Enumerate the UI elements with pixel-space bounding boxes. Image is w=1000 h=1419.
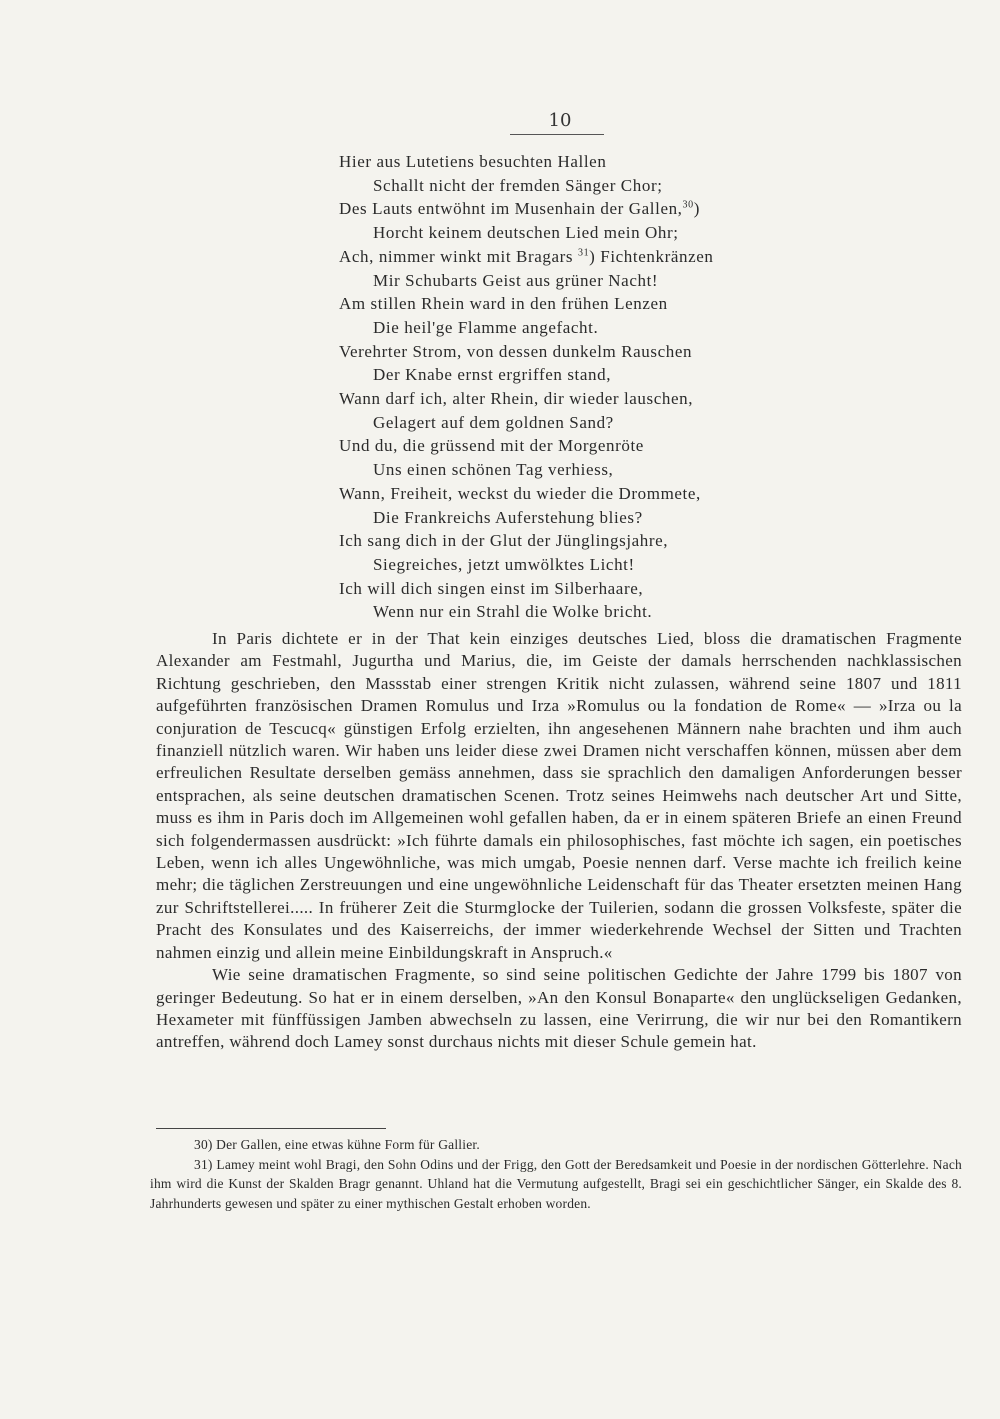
poem-line: Hier aus Lutetiens besuchten Hallen xyxy=(339,152,607,171)
poem-line-text: Des Lauts entwöhnt im Musenhain der Gallen, xyxy=(339,199,683,219)
footnote-ref-31: 31 xyxy=(577,247,590,259)
poem-line: Die heil'ge Flamme angefacht. xyxy=(373,317,599,337)
poem-line: Verehrter Strom, von dessen dunkelm Rauschen xyxy=(339,341,693,361)
poem-line-text: Ach, nimmer winkt mit Bragars xyxy=(339,246,574,266)
footnote-30: 30) Der Gallen, eine etwas kühne Form für Gallier. xyxy=(194,1137,480,1152)
footnotes xyxy=(150,1135,962,1213)
footnote-separator xyxy=(156,1128,386,1129)
footnote-ref-30: 30 xyxy=(682,199,694,211)
poem-line: Siegreiches, jetzt umwölktes Licht! xyxy=(373,554,635,574)
poem-line: Der Knabe ernst ergriffen stand, xyxy=(373,365,612,385)
page-number-rule xyxy=(510,134,604,135)
poem-line: Mir Schubarts Geist aus grüner Nacht! xyxy=(373,270,659,290)
poem-line: Gelagert auf dem goldnen Sand? xyxy=(373,412,614,432)
page-number: 10 xyxy=(548,110,572,131)
paragraph: Wie seine dramatischen Fragmente, so sind seine politischen Gedichte der Jahre 1799 bis 1807 von geringer Bedeutung. So hat er in einem derselben, »An den Konsul Bonaparte« den unglückseligen Gedanken, Hexameter mit fünffüssigen Jamben abwechseln zu lassen, eine Verirrung, die wir nur bei den Romantikern antreffen, während doch Lamey sonst durchaus nichts mit dieser Schule gemein hat. xyxy=(156,965,962,1052)
poem-line xyxy=(339,197,899,221)
poem-line xyxy=(339,245,899,269)
poem-line-text: ) xyxy=(693,199,701,219)
paragraph: In Paris dichtete er in der That kein einziges deutsches Lied, bloss die dramatischen Fragmente Alexander am Festmahl, Jugurtha und Marius, die, im Geiste der damals herrschenden nachklassischen Richtung geschrieben, den Massstab einer strengen Kritik nicht zulassen, während seine 1807 und 1811 aufgeführten französischen Dramen Romulus und Irza »Romulus ou la fondation de Rome« — »Irza ou la conjuration de Tescucq« günstigen Erfolg erzielten, ihn angesehenen Männern nahe brachten und ihm auch finanziell nützlich waren. Wir haben uns leider diese zwei Dramen nicht verschaffen können, müssen aber dem erfreulichen Resultate derselben gemäss annehmen, dass sie sprachlich den damaligen Anforderungen besser entsprachen, als seine deutschen dramatischen Scenen. Trotz seines Heimwehs nach deutscher Art und Sitte, muss es ihm in Paris doch im Allgemeinen wohl gefallen haben, da er in einem späteren Briefe an einen Freund sich folgendermassen ausdrückt: »Ich führte damals ein philosophisches, fast möchte ich sagen, ein poetisches Leben, wenn ich alles Ungewöhnliche, was mich umgab, Poesie nennen darf. Verse machte ich freilich keine mehr; die täglichen Zerstreuungen und eine ungewöhnliche Leidenschaft für das Theater ersetzten meinen Hang zur Schriftstellerei..... In früherer Zeit die Sturmglocke der Tuilerien, sodann die grossen Volksfeste, später die Pracht des Konsulates und des Kaiserreichs, der immer wiederkehrende Wechsel der Sitten und Trachten nahmen einzig und allein meine Einbildungskraft in Anspruch.« xyxy=(156,629,962,962)
poem-line: Ich sang dich in der Glut der Jünglingsjahre, xyxy=(339,531,669,551)
poem-line: Wenn nur ein Strahl die Wolke bricht. xyxy=(373,602,653,622)
poem-line: Schallt nicht der fremden Sänger Chor; xyxy=(373,175,663,195)
poem xyxy=(339,150,899,624)
poem-line: Ich will dich singen einst im Silberhaare, xyxy=(339,578,644,598)
poem-line: Und du, die grüssend mit der Morgenröte xyxy=(339,436,644,456)
poem-line: Die Frankreichs Auferstehung blies? xyxy=(373,507,643,527)
poem-line: Uns einen schönen Tag verhiess, xyxy=(373,460,614,480)
poem-line: Wann darf ich, alter Rhein, dir wieder lauschen, xyxy=(339,389,694,409)
poem-line: Wann, Freiheit, weckst du wieder die Drommete, xyxy=(339,483,701,503)
footnote-31: 31) Lamey meint wohl Bragi, den Sohn Odins und der Frigg, den Gott der Beredsamkeit und Poesie in der nordischen Götterlehre. Nach ihm wird die Kunst der Skalden Bragr genannt. Uhland hat die Vermutung aufgestellt, Bragi sei ein geschichtlicher Sänger, ein Skalde des 8. Jahrhunderts gewesen und später zu einer mythischen Gestalt erhoben worden. xyxy=(150,1156,962,1211)
poem-line: Horcht keinem deutschen Lied mein Ohr; xyxy=(373,223,679,243)
body-text xyxy=(156,628,962,1054)
poem-line-text: ) Fichtenkränzen xyxy=(589,246,714,266)
poem-line: Am stillen Rhein ward in den frühen Lenzen xyxy=(339,294,668,314)
